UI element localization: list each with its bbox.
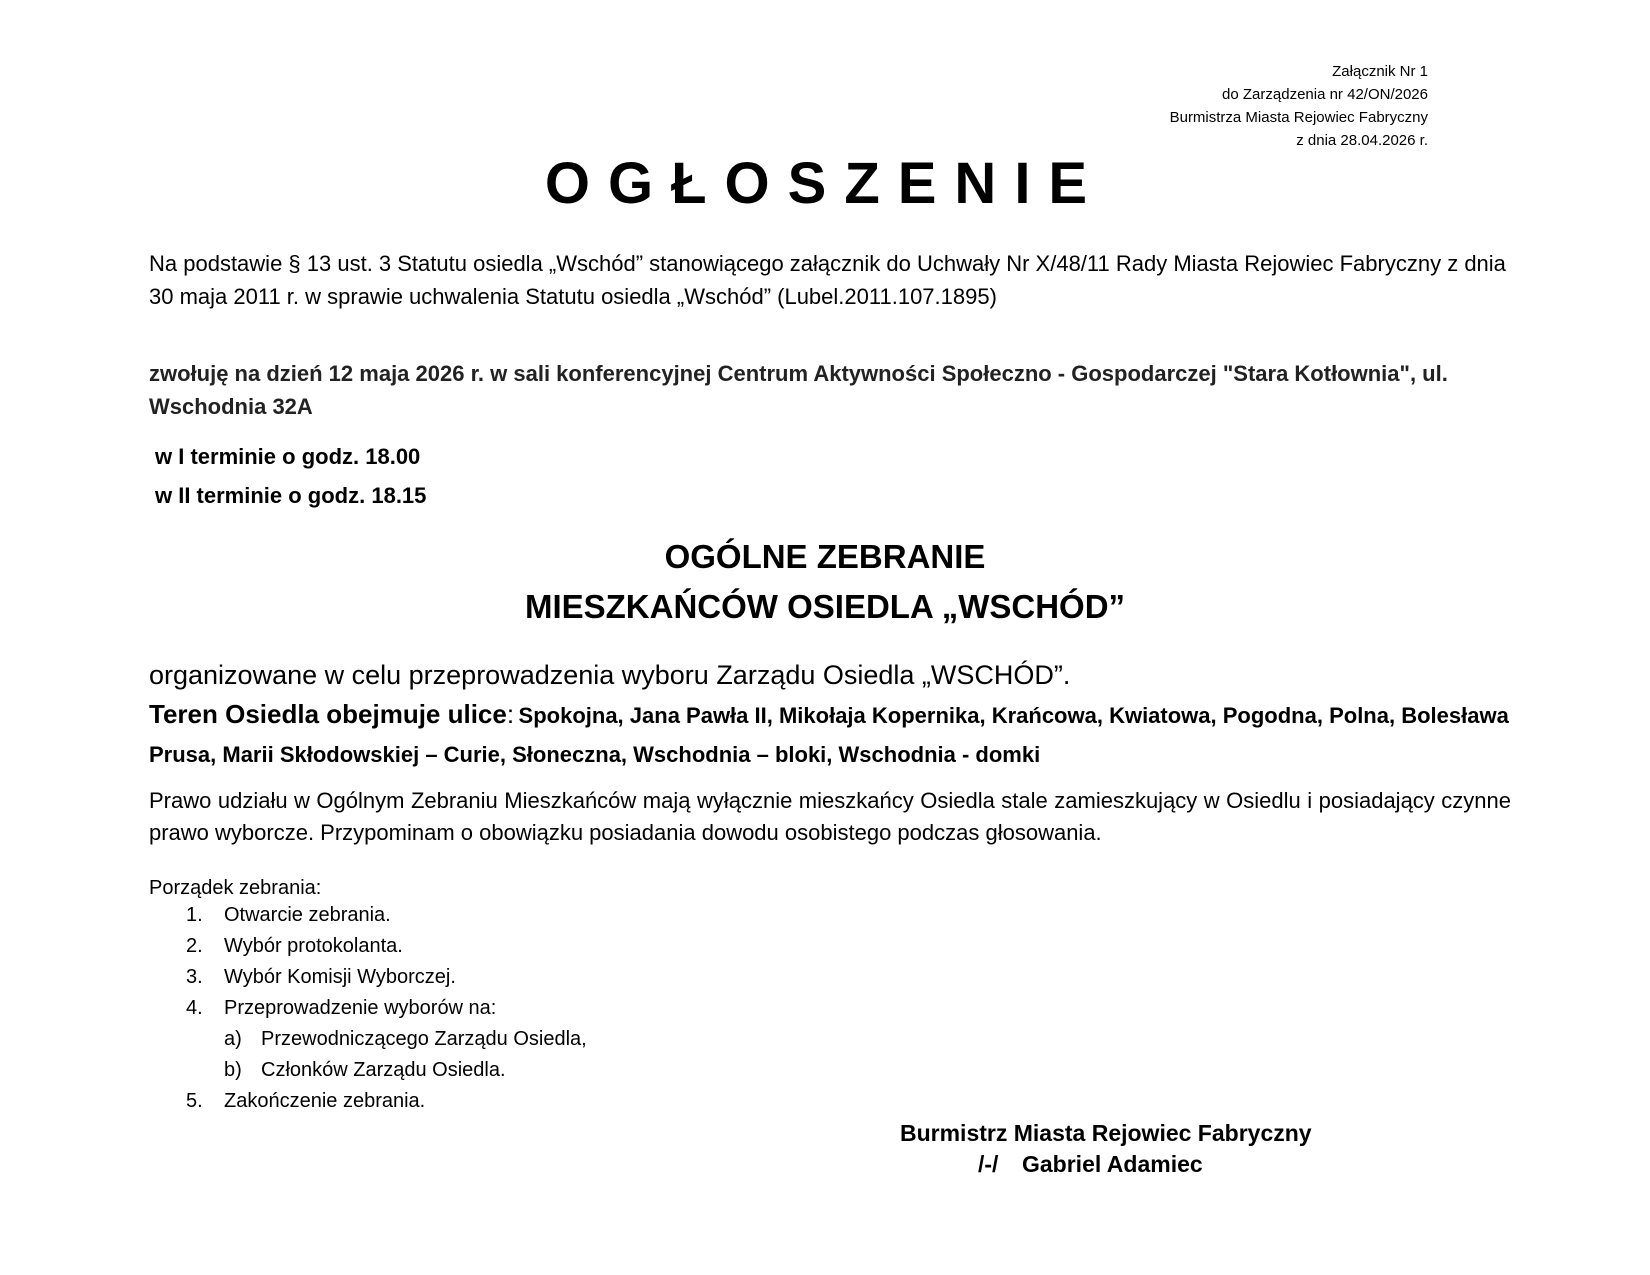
voting-rights-paragraph: Prawo udziału w Ogólnym Zebraniu Mieszkańców mają wyłącznie mieszkańcy Osiedla stale zamieszkujący w Osiedlu i posiadający czynne prawo wyborcze. Przypominam o obowiązku posiadania dowodu osobistego podczas głosowania. [149, 788, 1511, 845]
agenda-item-text: Zakończenie zebrania. [224, 1090, 426, 1112]
agenda-label: Porządek zebrania: [149, 877, 322, 899]
agenda-item-number: 5. [186, 1090, 203, 1112]
meeting-title-line: MIESZKAŃCÓW OSIEDLA „WSCHÓD” [524, 588, 1126, 625]
agenda-item-text: Wybór protokolanta. [224, 935, 403, 957]
signatory-line [900, 1149, 1312, 1180]
page-title: OGŁOSZENIE [544, 151, 1106, 216]
agenda-item-text: Wybór Komisji Wyborczej. [224, 966, 456, 988]
signatory-name: Gabriel Adamiec [1022, 1151, 1203, 1177]
agenda-item-number: 1. [186, 904, 203, 926]
agenda-item-text: Otwarcie zebrania. [224, 904, 391, 926]
agenda-subitem-text: Członków Zarządu Osiedla. [261, 1059, 506, 1081]
first-term-time: w I terminie o godz. 18.00 [155, 444, 421, 469]
annex-line: Załącznik Nr 1 [1332, 63, 1428, 80]
annex-reference [1170, 60, 1428, 152]
meeting-title [0, 532, 1650, 632]
signature-mark: /-/ [978, 1151, 999, 1177]
meeting-purpose: organizowane w celu przeprowadzenia wyboru Zarządu Osiedla „WSCHÓD”. [149, 660, 1071, 690]
signatory-title: Burmistrz Miasta Rejowiec Fabryczny [900, 1120, 1312, 1146]
second-term-time: w II terminie o godz. 18.15 [155, 483, 427, 508]
annex-line: Burmistrza Miasta Rejowiec Fabryczny [1169, 109, 1428, 126]
meeting-title-line: OGÓLNE ZEBRANIE [664, 538, 986, 575]
area-streets-paragraph [149, 696, 1519, 776]
annex-line: do Zarządzenia nr 42/ON/2026 [1222, 86, 1428, 103]
agenda-subitem-letter: a) [224, 1028, 242, 1050]
agenda-item-number: 3. [186, 966, 203, 988]
agenda-item-text: Przeprowadzenie wyborów na: [224, 997, 497, 1019]
area-streets-list: Spokojna, Jana Pawła II, Mikołaja Kopernika, Krańcowa, Kwiatowa, Pogodna, Polna, Bolesława Prusa, Marii Skłodowskiej – Curie, Słoneczna, Wschodnia – bloki, Wschodnia - domki [149, 703, 1509, 767]
convening-paragraph: zwołuję na dzień 12 maja 2026 r. w sali konferencyjnej Centrum Aktywności Społeczno - Gospodarczej "Stara Kotłownia", ul. Wschodnia 32A [149, 361, 1448, 419]
agenda-subitem-text: Przewodniczącego Zarządu Osiedla, [261, 1028, 587, 1050]
annex-line: z dnia 28.04.2026 r. [1296, 132, 1428, 149]
area-colon: : [506, 699, 515, 729]
agenda-item-number: 4. [186, 997, 203, 1019]
signature-block [900, 1118, 1312, 1180]
area-lead: Teren Osiedla obejmuje ulice [149, 699, 507, 729]
agenda-subitem-letter: b) [224, 1059, 242, 1081]
legal-basis-paragraph: Na podstawie § 13 ust. 3 Statutu osiedla „Wschód” stanowiącego załącznik do Uchwały Nr X/48/11 Rady Miasta Rejowiec Fabryczny z dnia 30 maja 2011 r. w sprawie uchwalenia Statutu osiedla „Wschód” (Lubel.2011.107.1895) [149, 251, 1506, 309]
agenda-item-number: 2. [186, 935, 203, 957]
